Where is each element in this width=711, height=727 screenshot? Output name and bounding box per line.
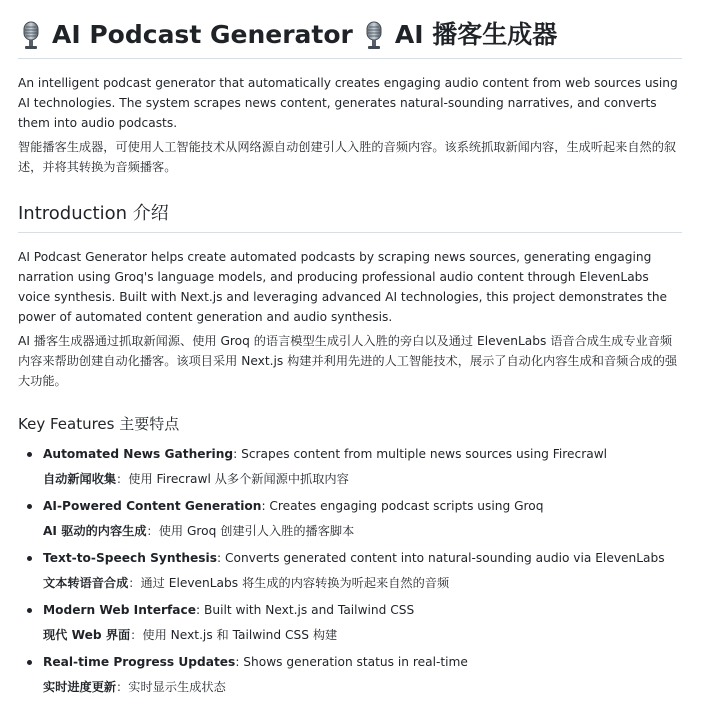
introduction-en: AI Podcast Generator helps create automated podcasts by scraping news sources, generating engaging narration using Groq's language models, and producing professional audio content through ElevenLabs voice synthesis. Built with Next.js and leveraging advanced AI technologies, this project demonstrates the power of automated content generation and audio synthesis. (18, 250, 668, 324)
feature-text: : Creates engaging podcast scripts using Groq (261, 499, 544, 513)
bullet-icon (27, 608, 32, 613)
bullet-icon (27, 556, 32, 561)
feature-label-zh: 实时进度更新 (43, 680, 117, 694)
feature-text: : Built with Next.js and Tailwind CSS (196, 603, 415, 617)
feature-text: : Shows generation status in real-time (235, 655, 468, 669)
description-zh: 智能播客生成器，可使用人工智能技术从网络源自动创建引人入胜的音频内容。该系统抓取新闻内容，生成听起来自然的叙述，并将其转换为音频播客。 (18, 140, 677, 174)
microphone-icon (361, 20, 387, 50)
list-item (18, 549, 682, 592)
introduction-heading: Introduction 介绍 (18, 201, 682, 233)
list-item (18, 601, 682, 644)
title-right: AI 播客生成器 (394, 20, 558, 49)
feature-label: Modern Web Interface (43, 603, 196, 617)
bullet-icon (27, 660, 32, 665)
feature-label: Automated News Gathering (43, 447, 234, 461)
feature-text: : Scrapes content from multiple news sources using Firecrawl (233, 447, 608, 461)
bullet-icon (27, 452, 32, 457)
list-item (18, 445, 682, 488)
list-item (18, 497, 682, 540)
feature-label: Text-to-Speech Synthesis (43, 551, 217, 565)
description-en: An intelligent podcast generator that automatically creates engaging audio content from web sources using AI technologies. The system scrapes news content, generates natural-sounding narratives, and converts them into audio podcasts. (18, 76, 678, 130)
features-list (18, 445, 682, 696)
feature-label-zh: 文本转语音合成 (43, 576, 129, 590)
feature-label: AI-Powered Content Generation (43, 499, 262, 513)
feature-text-zh: ：实时显示生成状态 (116, 680, 226, 694)
feature-label-zh: AI 驱动的内容生成 (43, 524, 147, 538)
feature-text-zh: ：使用 Next.js 和 Tailwind CSS 构建 (130, 628, 338, 642)
title-left: AI Podcast Generator (52, 20, 353, 49)
feature-text-zh: ：通过 ElevenLabs 将生成的内容转换为听起来自然的音频 (128, 576, 450, 590)
feature-text: : Converts generated content into natural-sounding audio via ElevenLabs (217, 551, 665, 565)
introduction-zh: AI 播客生成器通过抓取新闻源、使用 Groq 的语言模型生成引人入胜的旁白以及通过 ElevenLabs 语音合成生成专业音频内容来帮助创建自动化播客。该项目采用 Next.js 构建并利用先进的人工智能技术，展示了自动化内容生成和音频合成的强大功能。 (18, 334, 678, 388)
feature-label: Real-time Progress Updates (43, 655, 236, 669)
feature-label-zh: 自动新闻收集 (43, 472, 117, 486)
feature-text-zh: ：使用 Firecrawl 从多个新闻源中抓取内容 (116, 472, 349, 486)
bullet-icon (27, 504, 32, 509)
features-heading: Key Features 主要特点 (18, 415, 180, 433)
feature-label-zh: 现代 Web 界面 (43, 628, 131, 642)
feature-text-zh: ：使用 Groq 创建引人入胜的播客脚本 (146, 524, 355, 538)
microphone-icon (18, 20, 44, 50)
page-title (18, 0, 682, 59)
list-item (18, 653, 682, 696)
